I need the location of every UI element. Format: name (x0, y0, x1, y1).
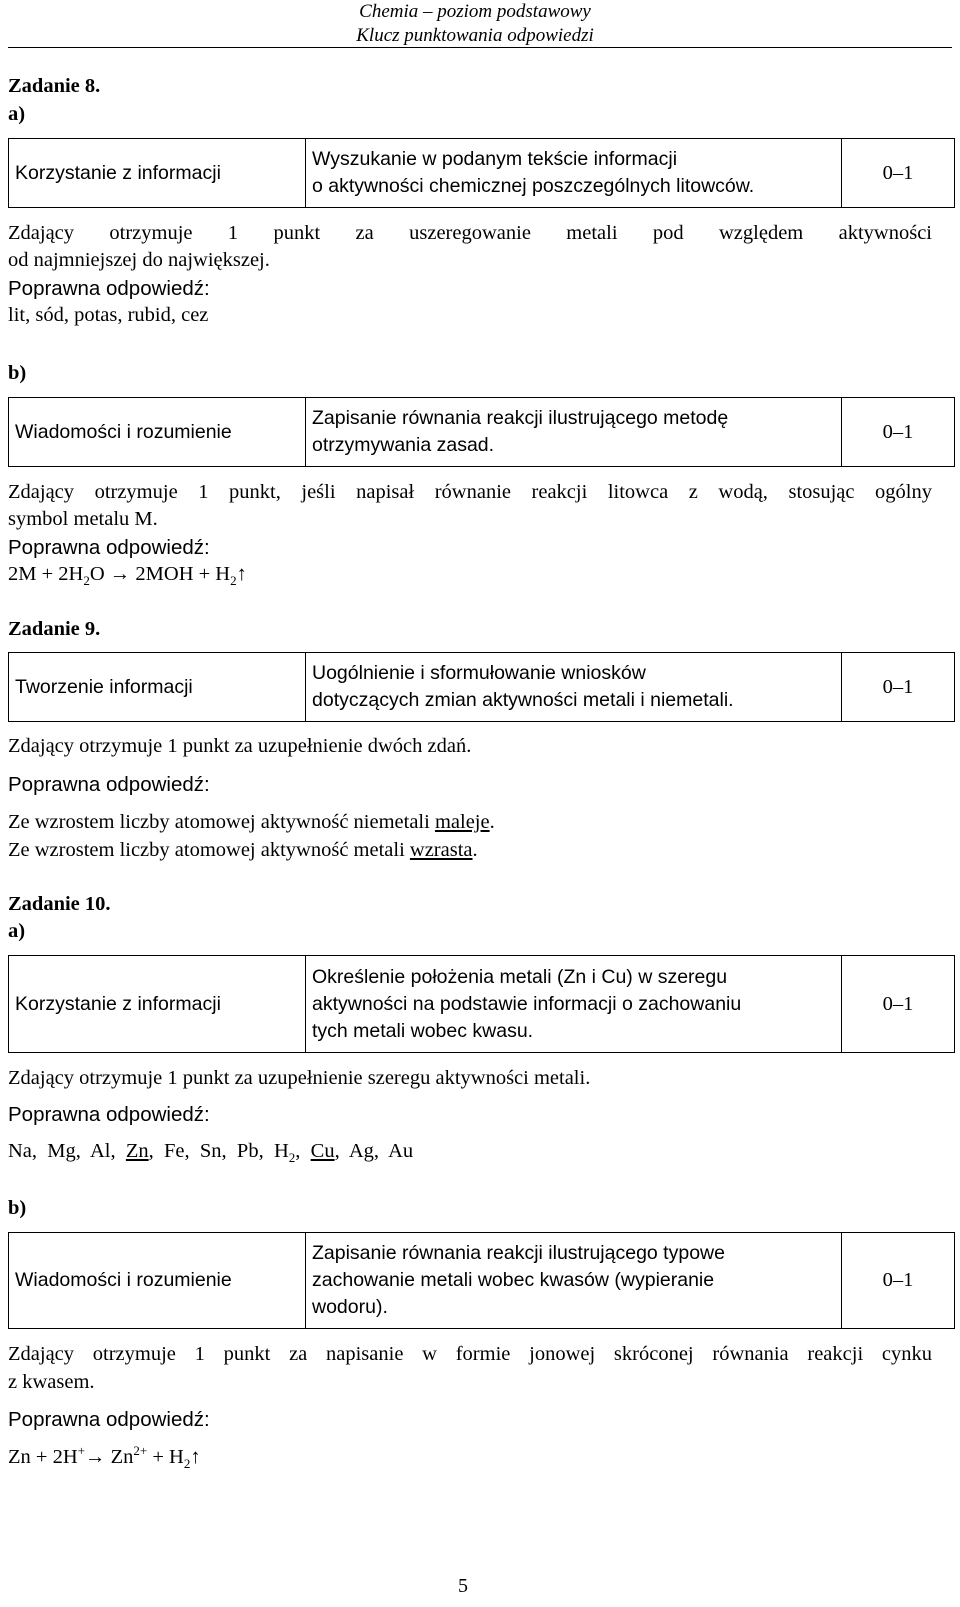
task-8a-table (8, 138, 955, 208)
desc-line: o aktywności chemicznej poszczególnych litowców. (312, 175, 755, 197)
gas-up-arrow-icon: ↑ (190, 1446, 201, 1468)
task-10b-table (8, 1232, 955, 1329)
task-10b-rule-line2: z kwasem. (8, 1371, 95, 1393)
task-10-title: Zadanie 10. (8, 893, 111, 915)
task-9-answer-line2 (8, 837, 478, 864)
series-text: Na, Mg, Al, (8, 1140, 126, 1162)
task-8b-points: 0–1 (842, 398, 955, 467)
task-8b-category: Wiadomości i rozumienie (9, 398, 306, 467)
task-10a-category: Korzystanie z informacji (9, 956, 306, 1053)
answer-text: . (489, 811, 495, 833)
desc-line: tych metali wobec kwasu. (312, 1019, 534, 1042)
task-10b-equation (8, 1444, 201, 1471)
answer-fill: maleje (434, 811, 490, 833)
task-10a-answer-label: Poprawna odpowiedź: (8, 1103, 210, 1126)
task-10b-rule-line1: Zdający otrzymuje 1 punkt za napisanie w formie jonowej skróconej równania reakcji cynku (8, 1343, 932, 1365)
answer-text: Ze wzrostem liczby atomowej aktywność metali (8, 839, 410, 861)
desc-line: otrzymywania zasad. (312, 434, 495, 456)
task-10a-rule: Zdający otrzymuje 1 punkt za uzupełnienie szeregu aktywności metali. (8, 1067, 591, 1089)
task-10a-description (306, 956, 842, 1053)
eq-part: + H (147, 1446, 184, 1468)
task-10b-label: b) (8, 1197, 27, 1219)
eq-part: 2M + 2H (8, 563, 84, 585)
header-rule (8, 47, 952, 48)
header-subtitle: Klucz punktowania odpowiedzi (356, 25, 594, 46)
answer-fill: wzrasta (409, 839, 473, 861)
eq-superscript: 2+ (133, 1443, 148, 1459)
task-10b-category: Wiadomości i rozumienie (9, 1233, 306, 1329)
desc-line: zachowanie metali wobec kwasów (wypieranie (312, 1269, 715, 1291)
task-9-answer-line1 (8, 809, 495, 836)
page-number: 5 (458, 1575, 468, 1597)
task-8a-rule-line1: Zdający otrzymuje 1 punkt za uszeregowanie metali pod względem aktywności (8, 222, 932, 244)
task-9-rule: Zdający otrzymuje 1 punkt za uzupełnienie dwóch zdań. (8, 735, 472, 757)
reaction-arrow-icon: → (109, 563, 131, 585)
desc-line: Wyszukanie w podanym tekście informacji (312, 148, 678, 170)
series-fill: Cu (310, 1140, 335, 1162)
eq-part: Zn + 2H (8, 1446, 78, 1468)
answer-text: . (472, 839, 478, 861)
task-10a-points: 0–1 (842, 956, 955, 1053)
task-8b-description (306, 398, 842, 467)
series-fill: Zn (125, 1140, 149, 1162)
task-8a-description (306, 139, 842, 208)
task-8a-answer: lit, sód, potas, rubid, cez (8, 304, 209, 326)
desc-line: Określenie położenia metali (Zn i Cu) w szeregu (312, 965, 728, 988)
task-8b-table (8, 397, 955, 467)
task-9-points: 0–1 (842, 653, 955, 722)
task-9-answer-label: Poprawna odpowiedź: (8, 773, 210, 796)
header-subject: Chemia – poziom podstawowy (359, 1, 591, 22)
desc-line: wodoru). (312, 1296, 388, 1318)
task-10a-label: a) (8, 920, 26, 942)
task-8b-answer-label: Poprawna odpowiedź: (8, 536, 210, 559)
series-text: , Fe, Sn, Pb, H (148, 1140, 289, 1162)
task-8a-label: a) (8, 103, 26, 125)
task-10b-answer-label: Poprawna odpowiedź: (8, 1408, 210, 1431)
series-subscript: 2 (288, 1150, 296, 1166)
task-8b-rule-line2: symbol metalu M. (8, 508, 158, 530)
desc-line: Zapisanie równania reakcji ilustrującego metodę (312, 407, 729, 429)
task-9-category: Tworzenie informacji (9, 653, 306, 722)
eq-part: O (89, 563, 105, 585)
task-8-title: Zadanie 8. (8, 75, 101, 97)
task-10b-description (306, 1233, 842, 1329)
desc-line: dotyczących zmian aktywności metali i niemetali. (312, 689, 734, 711)
gas-up-arrow-icon: ↑ (236, 563, 247, 585)
eq-subscript: 2 (230, 573, 237, 589)
reaction-arrow-icon: → (84, 1446, 106, 1468)
eq-part: Zn (105, 1446, 134, 1468)
eq-subscript: 2 (183, 1456, 191, 1472)
task-8a-rule-line2: od najmniejszej do największej. (8, 249, 270, 271)
task-10b-points: 0–1 (842, 1233, 955, 1329)
task-8a-category: Korzystanie z informacji (9, 139, 306, 208)
task-8b-equation (8, 561, 247, 588)
eq-part: 2MOH + H (135, 563, 231, 585)
series-text: , Ag, Au (334, 1140, 414, 1162)
task-9-title: Zadanie 9. (8, 618, 101, 640)
task-8a-points: 0–1 (842, 139, 955, 208)
task-9-table (8, 652, 955, 722)
desc-line: Zapisanie równania reakcji ilustrującego typowe (312, 1242, 725, 1264)
task-8b-label: b) (8, 362, 27, 384)
answer-text: Ze wzrostem liczby atomowej aktywność niemetali (8, 811, 435, 833)
task-10a-activity-series (8, 1138, 413, 1165)
page-header (340, 0, 610, 48)
desc-line: Uogólnienie i sformułowanie wniosków (312, 662, 646, 684)
task-8a-answer-label: Poprawna odpowiedź: (8, 277, 210, 300)
task-10a-table (8, 955, 955, 1053)
eq-subscript: 2 (83, 573, 90, 589)
task-9-description (306, 653, 842, 722)
series-text: , (295, 1140, 311, 1162)
desc-line: aktywności na podstawie informacji o zachowaniu (312, 992, 742, 1015)
task-8b-rule-line1: Zdający otrzymuje 1 punkt, jeśli napisał równanie reakcji litowca z wodą, stosując ogólny (8, 481, 932, 503)
eq-superscript: + (77, 1443, 85, 1459)
